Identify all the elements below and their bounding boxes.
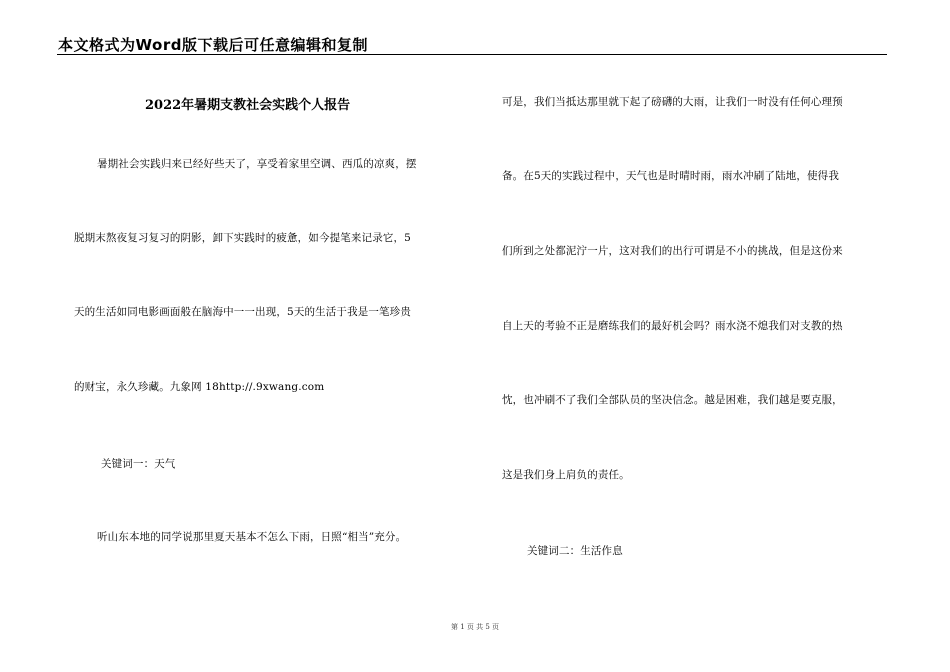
header-divider <box>57 54 887 55</box>
document-title: 2022年暑期支教社会实践个人报告 <box>145 98 351 113</box>
paragraph-line: 暑期社会实践归来已经好些天了，享受着家里空调、西瓜的凉爽，摆 <box>97 158 417 170</box>
keyword-heading: 关键词一：天气 <box>101 458 176 470</box>
paragraph-line: 自上天的考验不正是磨练我们的最好机会吗？雨水浇不熄我们对支教的热 <box>502 320 843 332</box>
document-header-banner: 本文格式为Word版下载后可任意编辑和复制 <box>58 36 368 54</box>
paragraph-line: 忱，也冲刷不了我们全部队员的坚决信念。越是困难，我们越是要克服， <box>502 394 843 406</box>
paragraph-line: 的财宝，永久珍藏。九象网 18http://.9xwang.com <box>74 381 325 393</box>
paragraph-line: 脱期末熬夜复习复习的阴影，卸下实践时的疲惫，如今提笔来记录它，5 <box>74 232 411 244</box>
paragraph-line: 们所到之处都泥泞一片，这对我们的出行可谓是不小的挑战，但是这份来 <box>502 245 843 257</box>
paragraph-line: 可是，我们当抵达那里就下起了磅礴的大雨，让我们一时没有任何心理预 <box>502 96 843 108</box>
page-number-footer: 第 1 页 共 5 页 <box>450 623 500 631</box>
paragraph-line: 这是我们身上肩负的责任。 <box>502 469 630 481</box>
paragraph-line: 听山东本地的同学说那里夏天基本不怎么下雨，日照“相当”充分。 <box>97 531 407 543</box>
keyword-heading: 关键词二：生活作息 <box>527 545 623 557</box>
paragraph-line: 天的生活如同电影画面般在脑海中一一出现，5天的生活于我是一笔珍贵 <box>74 306 411 318</box>
paragraph-line: 备。在5天的实践过程中，天气也是时晴时雨，雨水冲刷了陆地，使得我 <box>502 170 839 182</box>
